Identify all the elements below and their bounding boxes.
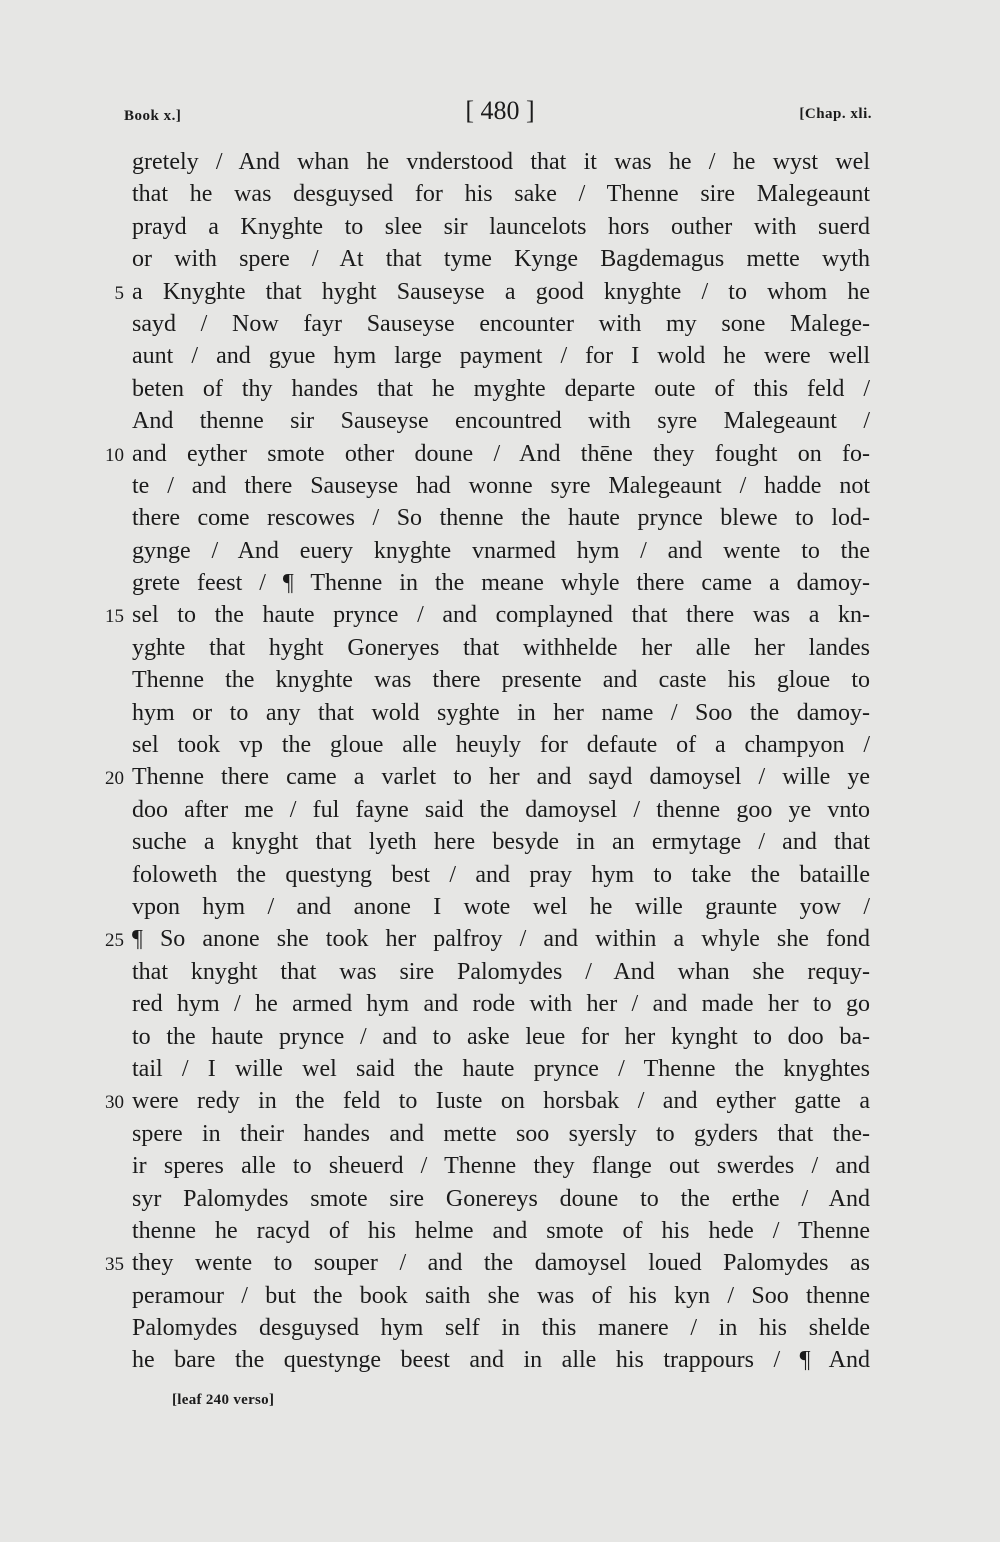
line-number: 10 [105, 444, 124, 466]
text-line [0, 211, 1000, 243]
text-line [0, 178, 1000, 210]
text-line [0, 535, 1000, 567]
text-line [0, 1021, 1000, 1053]
line-text: thenne he racyd of his helme and smote of his hede / Thenne [132, 1217, 870, 1244]
line-number: 25 [105, 930, 124, 952]
line-text: Palomydes desguysed hym self in this manere / in his shelde [132, 1315, 870, 1342]
text-line [0, 1118, 1000, 1150]
line-text: Thenne the knyghte was there presente and caste his gloue to [132, 667, 870, 694]
line-text: Thenne there came a varlet to her and sayd damoysel / wille ye [132, 764, 870, 791]
chapter-label: [Chap. xli. [799, 106, 872, 122]
text-line [0, 470, 1000, 502]
line-text: prayd a Knyghte to slee sir launcelots hors outher with suerd [132, 213, 870, 240]
line-text: and eyther smote other doune / And thēne they fought on fo- [132, 440, 870, 467]
text-line [0, 1312, 1000, 1344]
line-text: grete feest / ¶ Thenne in the meane whyle there came a damoy- [132, 570, 870, 597]
text-line [0, 308, 1000, 340]
text-line [0, 1053, 1000, 1085]
line-text: hym or to any that wold syghte in her name / Soo the damoy- [132, 699, 870, 726]
leaf-note: [leaf 240 verso] [172, 1392, 275, 1408]
text-line [0, 956, 1000, 988]
line-text: to the haute prynce / and to aske leue for her kynght to doo ba- [132, 1023, 870, 1050]
text-line [0, 1344, 1000, 1376]
body-text [0, 146, 1000, 1377]
line-text: sayd / Now fayr Sauseyse encounter with my sone Malege- [132, 310, 870, 337]
text-line [0, 794, 1000, 826]
text-line [0, 664, 1000, 696]
text-line [0, 1183, 1000, 1215]
text-line [0, 1280, 1000, 1312]
line-text: vpon hym / and anone I wote wel he wille graunte yow / [132, 893, 870, 920]
line-text: yghte that hyght Goneryes that withhelde her alle her landes [132, 634, 870, 661]
text-line [0, 1215, 1000, 1247]
line-text: peramour / but the book saith she was of his kyn / Soo thenne [132, 1282, 870, 1309]
line-number: 35 [105, 1254, 124, 1276]
page-header [0, 96, 1000, 136]
line-text: tail / I wille wel said the haute prynce / Thenne the knyghtes [132, 1055, 870, 1082]
line-text: there come rescowes / So thenne the haute prynce blewe to lod- [132, 505, 870, 532]
text-line [0, 599, 1000, 631]
line-text: te / and there Sauseyse had wonne syre Malegeaunt / hadde not [132, 472, 870, 499]
line-text: ir speres alle to sheuerd / Thenne they flange out swerdes / and [132, 1153, 870, 1180]
line-number: 30 [105, 1092, 124, 1114]
text-line [0, 567, 1000, 599]
text-line [0, 373, 1000, 405]
line-text: gretely / And whan he vnderstood that it was he / he wyst wel [132, 149, 870, 175]
line-text: And thenne sir Sauseyse encountred with syre Malegeaunt / [132, 408, 870, 435]
line-text: syr Palomydes smote sire Gonereys doune to the erthe / And [132, 1185, 870, 1212]
text-line [0, 632, 1000, 664]
line-number: 20 [105, 768, 124, 790]
line-text: ¶ So anone she took her palfroy / and within a whyle she fond [132, 926, 870, 953]
book-label: Book x.] [124, 108, 182, 124]
line-text: sel to the haute prynce / and complayned that there was a kn- [132, 602, 870, 629]
line-text: that knyght that was sire Palomydes / And whan she requy- [132, 958, 870, 985]
line-text: spere in their handes and mette soo syersly to gyders that the- [132, 1120, 870, 1147]
line-text: beten of thy handes that he myghte departe oute of this feld / [132, 375, 870, 402]
line-number: 5 [114, 282, 124, 304]
text-line [0, 761, 1000, 793]
line-text: gynge / And euery knyghte vnarmed hym / and wente to the [132, 537, 870, 564]
text-line [0, 1085, 1000, 1117]
line-text: red hym / he armed hym and rode with her / and made her to go [132, 991, 870, 1018]
text-line [0, 1247, 1000, 1279]
line-text: or with spere / At that tyme Kynge Bagdemagus mette wyth [132, 246, 870, 273]
text-line [0, 891, 1000, 923]
line-text: that he was desguysed for his sake / Thenne sire Malegeaunt [132, 181, 870, 208]
text-line [0, 276, 1000, 308]
line-text: he bare the questynge beest and in alle his trappours / ¶ And [132, 1347, 870, 1374]
line-text: suche a knyght that lyeth here besyde in an ermytage / and that [132, 829, 870, 856]
text-line [0, 697, 1000, 729]
text-line [0, 405, 1000, 437]
page-number: [ 480 ] [465, 96, 535, 125]
text-line [0, 923, 1000, 955]
text-line [0, 729, 1000, 761]
line-text: foloweth the questyng best / and pray hym to take the bataille [132, 861, 870, 888]
text-line [0, 1150, 1000, 1182]
line-text: doo after me / ful fayne said the damoysel / thenne goo ye vnto [132, 796, 870, 823]
line-text: they wente to souper / and the damoysel loued Palomydes as [132, 1250, 870, 1277]
line-text: aunt / and gyue hym large payment / for I wold he were well [132, 343, 870, 370]
line-text: sel took vp the gloue alle heuyly for defaute of a champyon / [132, 732, 870, 759]
text-line [0, 243, 1000, 275]
text-line [0, 340, 1000, 372]
line-text: a Knyghte that hyght Sauseyse a good knyghte / to whom he [132, 278, 870, 305]
line-text: were redy in the feld to Iuste on horsbak / and eyther gatte a [132, 1088, 870, 1115]
text-line [0, 502, 1000, 534]
text-line [0, 438, 1000, 470]
text-line [0, 988, 1000, 1020]
text-line [0, 859, 1000, 891]
text-line [0, 826, 1000, 858]
text-line [0, 146, 1000, 178]
line-number: 15 [105, 606, 124, 628]
